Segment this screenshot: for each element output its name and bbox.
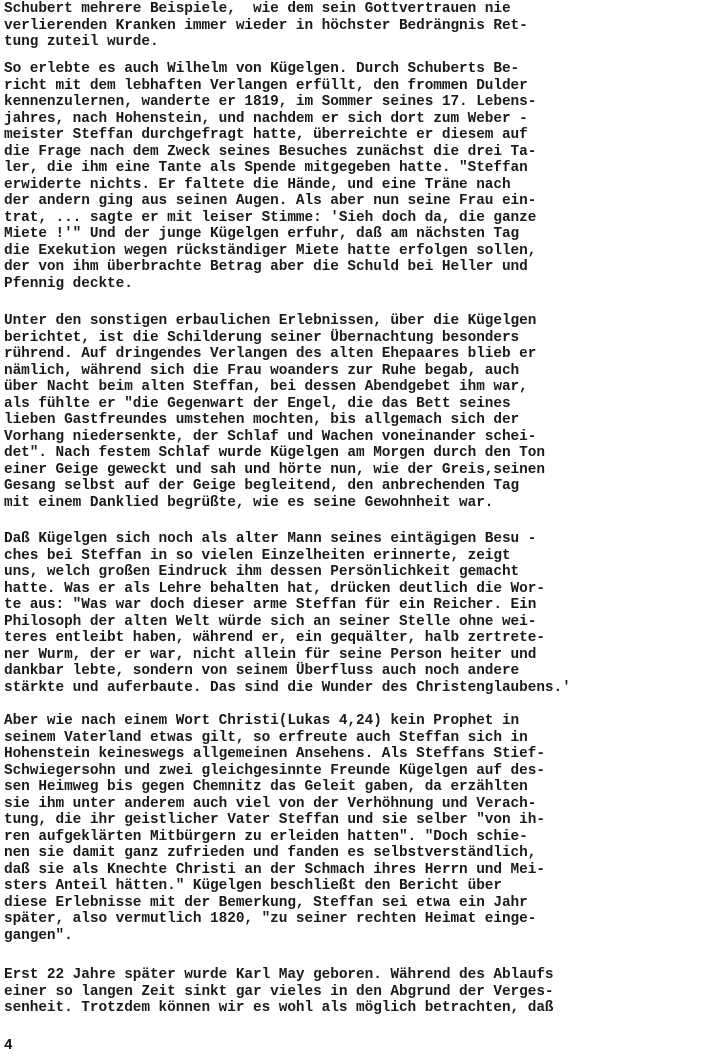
text-line: tung zuteil wurde. bbox=[4, 34, 159, 50]
text-line: erwiderte nichts. Er faltete die Hände, und eine Träne nach bbox=[4, 176, 511, 193]
text-line: gangen". bbox=[4, 927, 73, 944]
text-line: Erst 22 Jahre später wurde Karl May geboren. Während des Ablaufs bbox=[4, 967, 554, 983]
text-line: Vorhang niedersenkte, der Schlaf und Wachen voneinander schei- bbox=[4, 428, 537, 445]
text-line: Schwiegersohn und zwei gleichgesinnte Freunde Kügelgen auf des- bbox=[4, 762, 545, 779]
text-line: als fühlte er "die Gegenwart der Engel, die das Bett seines bbox=[4, 395, 511, 412]
text-line: berichtet, ist die Schilderung seiner Übernachtung besonders bbox=[4, 329, 520, 346]
text-line: nen sie damit ganz zufrieden und fanden es selbstverständlich, bbox=[4, 845, 537, 861]
paragraph-4 bbox=[4, 531, 708, 696]
paragraph-5 bbox=[4, 713, 708, 944]
text-line: Aber wie nach einem Wort Christi(Lukas 4,24) kein Prophet in bbox=[4, 713, 520, 729]
text-line: verlierenden Kranken immer wieder in höchster Bedrängnis Ret- bbox=[4, 17, 528, 34]
text-line: Gesang selbst auf der Geige begleitend, den anbrechenden Tag bbox=[4, 478, 520, 494]
text-line: teres entleibt haben, während er, ein gequälter, halb zertrete- bbox=[4, 630, 545, 646]
text-line: die Frage nach dem Zweck seines Besuches zunächst die drei Ta- bbox=[4, 143, 537, 160]
text-line: Schubert mehrere Beispiele, wie dem sein Gottvertrauen nie bbox=[4, 1, 511, 17]
text-line: senheit. Trotzdem können wir es wohl als möglich betrachten, daß bbox=[4, 1000, 554, 1016]
text-line: diese Erlebnisse mit der Bemerkung, Steffan sei etwa ein Jahr bbox=[4, 894, 528, 911]
paragraph-1 bbox=[4, 1, 708, 51]
paragraph-6 bbox=[4, 967, 708, 1017]
text-line: einer so langen Zeit sinkt gar vieles in den Abgrund der Verges- bbox=[4, 983, 554, 1000]
text-line: sters Anteil hätten." Kügelgen beschließt den Bericht über bbox=[4, 878, 502, 894]
text-line: Pfennig deckte. bbox=[4, 275, 133, 292]
text-line: ches bei Steffan in so vielen Einzelheiten erinnerte, zeigt bbox=[4, 547, 511, 564]
text-line: ler, die ihm eine Tante als Spende mitgegeben hatte. "Steffan bbox=[4, 160, 528, 176]
text-line: Philosoph der alten Welt würde sich an seiner Stelle ohne wei- bbox=[4, 613, 537, 630]
text-line: rührend. Auf dringendes Verlangen des alten Ehepaares blieb er bbox=[4, 346, 537, 362]
text-line: jahres, nach Hohenstein, und nachdem er sich dort zum Weber - bbox=[4, 110, 528, 127]
text-line: tung, die ihr geistlicher Vater Steffan und sie selber "von ih- bbox=[4, 812, 545, 828]
text-line: ner Wurm, der er war, nicht allein für seine Person heiter und bbox=[4, 646, 537, 663]
text-line: einer Geige geweckt und sah und hörte nun, wie der Greis,seinen bbox=[4, 461, 545, 478]
text-line: sen Heimweg bis gegen Chemnitz das Geleit gaben, da erzählten bbox=[4, 779, 528, 795]
text-line: ren aufgeklärten Mitbürgern zu erleiden hatten". "Doch schie- bbox=[4, 828, 528, 845]
text-line: Miete !'" Und der junge Kügelgen erfuhr, daß am nächsten Tag bbox=[4, 226, 520, 242]
text-line: stärkte und auferbaute. Das sind die Wunder des Christenglaubens.' bbox=[4, 679, 571, 696]
paragraph-3 bbox=[4, 313, 708, 511]
text-line: seinem Vaterland etwas gilt, so erfreute auch Steffan sich in bbox=[4, 729, 528, 746]
page-number: 4 bbox=[4, 1038, 13, 1054]
text-line: Hohenstein keineswegs allgemeinen Ansehens. Als Steffans Stief- bbox=[4, 746, 545, 762]
text-line: lieben Gastfreundes umstehen mochten, bis allgemach sich der bbox=[4, 412, 520, 428]
text-line: So erlebte es auch Wilhelm von Kügelgen. Durch Schuberts Be- bbox=[4, 61, 520, 77]
text-line: die Exekution wegen rückständiger Miete hatte erfolgen sollen, bbox=[4, 242, 537, 259]
text-line: uns, welch großen Eindruck ihm dessen Persönlichkeit gemacht bbox=[4, 564, 520, 580]
text-line: nämlich, während sich die Frau woanders zur Ruhe begab, auch bbox=[4, 362, 520, 379]
text-line: richt mit dem lebhaften Verlangen erfüllt, den frommen Dulder bbox=[4, 77, 528, 94]
text-line: mit einem Danklied begrüßte, wie es seine Gewohnheit war. bbox=[4, 494, 494, 511]
text-line: der von ihm überbrachte Betrag aber die Schuld bei Heller und bbox=[4, 259, 528, 275]
text-line: hatte. Was er als Lehre behalten hat, drücken deutlich die Wor- bbox=[4, 580, 545, 597]
text-line: sie ihm unter anderem auch viel von der Verhöhnung und Verach- bbox=[4, 795, 537, 812]
paragraph-2 bbox=[4, 61, 708, 292]
text-line: te aus: "Was war doch dieser arme Steffan für ein Reicher. Ein bbox=[4, 597, 537, 613]
text-line: Unter den sonstigen erbaulichen Erlebnissen, über die Kügelgen bbox=[4, 313, 537, 329]
text-line: über Nacht beim alten Steffan, bei dessen Abendgebet ihm war, bbox=[4, 379, 528, 395]
text-line: daß sie als Knechte Christi an der Schmach ihres Herrn und Mei- bbox=[4, 861, 545, 878]
text-line: später, also vermutlich 1820, "zu seiner rechten Heimat einge- bbox=[4, 911, 537, 927]
text-line: Daß Kügelgen sich noch als alter Mann seines eintägigen Besu - bbox=[4, 531, 537, 547]
text-line: der andern ging aus seinen Augen. Als aber nun seine Frau ein- bbox=[4, 193, 537, 209]
text-line: kennenzulernen, wanderte er 1819, im Sommer seines 17. Lebens- bbox=[4, 94, 537, 110]
text-line: meister Steffan durchgefragt hatte, überreichte er diesem auf bbox=[4, 127, 528, 143]
text-line: det". Nach festem Schlaf wurde Kügelgen am Morgen durch den Ton bbox=[4, 445, 545, 461]
text-line: trat, ... sagte er mit leiser Stimme: 'Sieh doch da, die ganze bbox=[4, 209, 537, 226]
text-line: dankbar lebte, sondern von seinem Überfluss auch noch andere bbox=[4, 663, 520, 679]
